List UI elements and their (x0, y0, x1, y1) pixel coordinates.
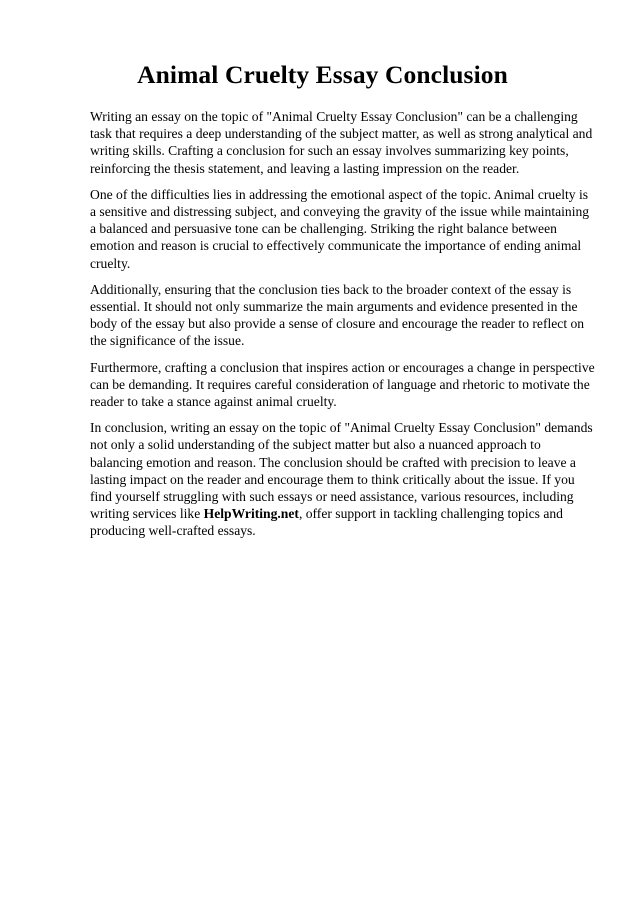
paragraph-1: Writing an essay on the topic of "Animal Cruelty Essay Conclusion" can be a challenging task that requires a deep understanding of the subject matter, as well as strong analytical and writing skills. Crafting a conclusion for such an essay involves summarizing key points, reinforcing the thesis statement, and leaving a lasting impression on the reader. (90, 109, 593, 176)
paragraph-5-text-start: In conclusion, writing an essay on the topic of "Animal Cruelty Essay Conclusion" demands not only a solid understanding of the subject matter but also a nuanced approach to balancing emotion and reason. The conclusion should be crafted with precision to leave a lasting impact on the reader and encourage them to think critically about the issue. If you find yourself struggling with such essays or need assistance, various resources, including writing services like (90, 420, 593, 522)
paragraph-2: One of the difficulties lies in addressing the emotional aspect of the topic. Animal cruelty is a sensitive and distressing subject, and conveying the gravity of the issue while maintaining a balanced and persuasive tone can be challenging. Striking the right balance between emotion and reason is crucial to effectively communicate the importance of ending animal cruelty. (90, 186, 590, 271)
document-page (90, 58, 600, 549)
paragraph-4: Furthermore, crafting a conclusion that inspires action or encourages a change in perspective can be demanding. It requires careful consideration of language and rhetoric to motivate the reader to take a stance against animal cruelty. (90, 359, 595, 410)
paragraph-3: Additionally, ensuring that the conclusion ties back to the broader context of the essay is essential. It should not only summarize the main arguments and evidence presented in the body of the essay but also provide a sense of closure and encourage the reader to reflect on the significance of the issue. (90, 281, 585, 349)
document-title: Animal Cruelty Essay Conclusion (137, 60, 508, 89)
paragraph-5 (90, 419, 595, 539)
helpwriting-link[interactable]: HelpWriting.net (203, 506, 299, 522)
paragraph-5-text-end: , offer support in tackling challenging topics and producing well-crafted essays. (90, 506, 563, 539)
